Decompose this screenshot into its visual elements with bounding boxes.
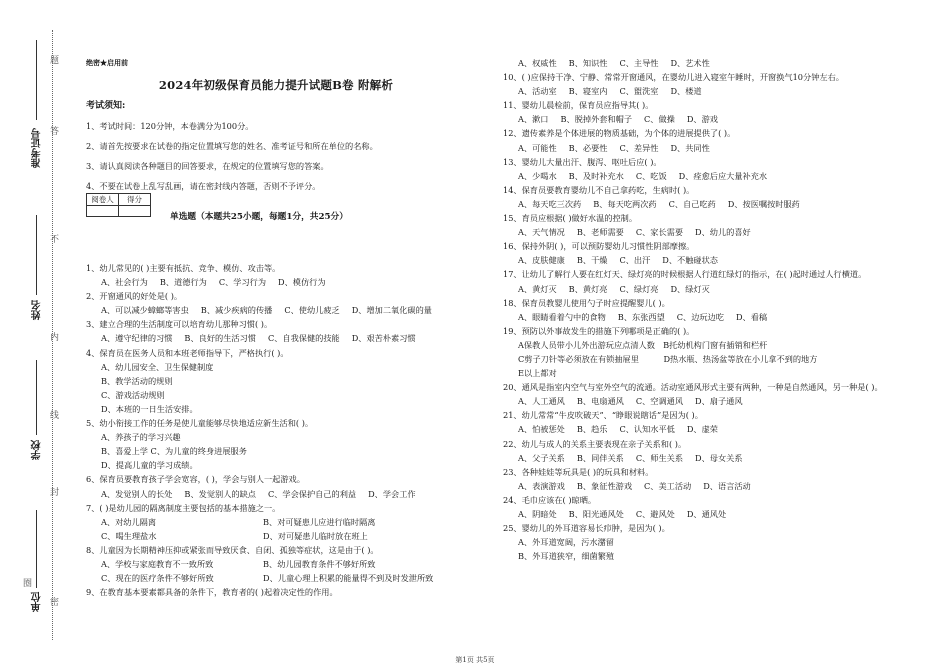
answer-option[interactable]: A、人工通风 (518, 396, 565, 407)
answer-option[interactable]: B、必要性 (568, 142, 608, 153)
left-question-list (86, 261, 468, 599)
answer-option[interactable]: D、儿童心理上积累的能量得不到及时发泄所致 (263, 573, 434, 584)
option-row (86, 529, 468, 543)
answer-option[interactable]: B、对可疑患儿应进行临时隔离 (263, 516, 376, 527)
fill-line (36, 360, 37, 435)
notice-item: 2、请首先按要求在试卷的指定位置填写您的姓名、准考证号和所在单位的名称。 (86, 140, 378, 151)
secret-mark: 绝密★启用前 (86, 58, 128, 67)
answer-option[interactable]: C、吃饭 (635, 170, 667, 181)
option-row (503, 394, 933, 408)
question-text: 10、( )应保持干净、宁静、常常开窗通风，在婴幼儿进入寝室午睡时，开窗换气10分钟左右。 (503, 72, 844, 83)
answer-option[interactable]: C、自我保健的技能 (267, 333, 340, 344)
answer-option[interactable]: B、道德行为 (159, 277, 207, 288)
answer-option[interactable]: A、眼睛看着勺中的食物 (518, 311, 606, 322)
answer-option[interactable]: A、皮肤健康 (518, 255, 565, 266)
question-text: 16、保持外阴( )，可以预防婴幼儿习惯性阴部摩擦。 (503, 241, 695, 252)
answer-option[interactable]: A、父子关系 (518, 452, 565, 463)
answer-option[interactable]: A、阴暗处 (518, 509, 557, 519)
option-row (503, 310, 933, 324)
answer-option[interactable]: B、同伴关系 (576, 452, 624, 463)
binding-strip (0, 0, 75, 671)
answer-option[interactable]: D、不触碰状态 (662, 255, 718, 266)
question-text: 9、在教育基本要素都具备的条件下，教育者的( )起着决定性的作用。 (86, 587, 338, 598)
answer-option[interactable]: B、教学活动的规则 (101, 375, 173, 386)
answer-option[interactable]: C、做操 (644, 114, 675, 125)
label-name: 姓名 (32, 300, 43, 320)
strip-word: 内 (48, 332, 58, 341)
fill-line (36, 510, 37, 588)
label-unit: 单位 (32, 592, 43, 612)
right-question-list (503, 56, 933, 563)
answer-option[interactable]: D、模仿行为 (278, 277, 326, 288)
option-row (503, 197, 933, 211)
question-text: 8、儿童因为长期精神压抑或紧张而导致厌食、自闭、孤独等症状，这是由于( )。 (86, 544, 379, 555)
option-row (86, 557, 468, 571)
answer-option[interactable]: C、出汗 (619, 255, 651, 266)
answer-option[interactable]: E以上都对 (518, 368, 557, 379)
question-text: 7、( )是幼儿园的隔离制度主要包括的基本措施之一。 (86, 502, 281, 513)
answer-option[interactable]: B、及时补充水 (568, 170, 624, 181)
answer-option[interactable]: D、游戏 (686, 114, 718, 125)
answer-option[interactable]: B、外耳道狭窄，细菌繁殖 (518, 551, 615, 562)
score-label: 得分 (119, 194, 151, 206)
answer-option[interactable]: D、按医嘱按时服药 (727, 198, 800, 209)
option-row (503, 56, 933, 70)
left-column-header (86, 56, 466, 199)
answer-option[interactable]: B、喜爱上学 C、为儿童的终身进展服务 (101, 446, 247, 457)
option-row (86, 571, 468, 585)
answer-option[interactable]: D、扇子通风 (695, 396, 743, 407)
option-row (503, 451, 933, 465)
answer-option[interactable]: A、黄灯灭 (518, 283, 557, 294)
answer-option[interactable]: B、脱掉外套和帽子 (560, 114, 633, 125)
question-text: 14、保育员要教育婴幼儿不自己拿药吃，生病时( )。 (503, 184, 695, 195)
question-text: 21、幼儿常常“牛皮吹破天”、“睁眼说瞎话”是因为( )。 (503, 410, 703, 421)
answer-option[interactable]: C、主导性 (619, 58, 659, 68)
answer-option[interactable]: B、趋乐 (576, 424, 608, 435)
answer-option[interactable]: A、少喝水 (518, 170, 557, 181)
answer-option[interactable]: B、发觉别人的缺点 (184, 488, 256, 499)
strip-word: 题 (48, 55, 58, 64)
question-text: 13、婴幼儿大量出汗、腹泻、呕吐后应( )。 (503, 156, 662, 167)
answer-option[interactable]: D、艺术性 (670, 58, 710, 68)
answer-option[interactable]: D、提高儿童的学习成绩。 (101, 460, 198, 471)
page-footer: 第1页 共5页 (455, 656, 495, 664)
answer-option[interactable]: A、可能性 (518, 142, 557, 153)
answer-option[interactable]: A、遵守纪律的习惯 (101, 333, 173, 344)
label-school: 学校 (32, 440, 43, 460)
question-text: 3、建立合理的生活制度可以培育幼儿那种习惯( )。 (86, 319, 273, 330)
question-text: 17、让幼儿了解行人要在红灯天、绿灯亮的时候根据人行道红绿灯的指示，在( )起时通过人行横道。 (503, 269, 867, 280)
option-row (503, 84, 933, 98)
answer-option[interactable]: A、养孩子的学习兴趣 (101, 432, 181, 443)
answer-option[interactable]: C、认知水平低 (619, 424, 675, 435)
answer-option[interactable]: B、减少疾病的传播 (200, 305, 273, 316)
answer-option[interactable]: C剪子刀针等必须放在有锁抽屉里 D热水瓶、热汤盆等放在小儿拿不到的地方 (518, 353, 818, 364)
option-row (503, 112, 933, 126)
answer-option[interactable]: A、表演游戏 (518, 480, 565, 491)
question-text: 2、开窗通风的好处是( )。 (86, 291, 183, 302)
option-row (503, 422, 933, 436)
answer-option[interactable]: C、游戏活动规则 (101, 389, 165, 400)
option-row (86, 275, 468, 289)
answer-option[interactable]: C、学会保护自己的利益 (267, 488, 357, 499)
reviewer-label: 阅卷人 (87, 194, 119, 206)
answer-option[interactable]: B、幼儿园教育条件不够好所致 (263, 558, 376, 569)
answer-option[interactable]: C、师生关系 (635, 452, 684, 463)
answer-option[interactable]: B、良好的生活习惯 (184, 333, 256, 344)
answer-option[interactable]: A、发觉别人的长处 (101, 488, 173, 499)
option-row (503, 169, 933, 183)
answer-option[interactable]: A、外耳道宽阔，污水潴留 (518, 537, 614, 548)
answer-option[interactable]: B、知识性 (568, 58, 608, 68)
strip-word: 线 (48, 410, 58, 419)
answer-option[interactable]: B、每天吃两次药 (593, 198, 657, 209)
answer-option[interactable]: B、老师需要 (576, 227, 624, 238)
answer-option[interactable]: C、自己吃药 (668, 198, 716, 209)
answer-option[interactable]: C、使幼儿疲乏 (284, 305, 340, 316)
question-text: 19、预防以外事故发生的措施下列哪项是正确的( )。 (503, 325, 695, 336)
answer-option[interactable]: D、通风处 (686, 509, 727, 519)
answer-option[interactable]: B、电扇通风 (576, 396, 624, 407)
answer-option[interactable]: C、盥洗室 (619, 86, 659, 97)
strip-word: 封 (48, 487, 58, 496)
answer-option[interactable]: A、社会行为 (101, 277, 148, 288)
answer-option[interactable]: A、幼儿园安全、卫生保健制度 (101, 361, 214, 372)
notice-item: 1、考试时间：120分钟，本卷满分为100分。 (86, 120, 254, 131)
strip-tick: 圈 (21, 578, 31, 587)
section-heading: 单选题（本题共25小题，每题1分，共25分） (170, 212, 348, 222)
answer-option[interactable]: A、对幼儿隔离 (101, 516, 157, 527)
answer-option[interactable]: A、每天吃三次药 (518, 198, 582, 209)
notice-list (86, 119, 466, 193)
option-row (86, 515, 468, 529)
option-row (86, 331, 468, 345)
answer-option[interactable]: A、天气情况 (518, 227, 565, 238)
question-text: 15、育员应根据( )做好水温的控制。 (503, 213, 638, 224)
answer-option[interactable]: D、语言活动 (703, 480, 751, 491)
question-text: 24、毛巾应该在( )晾晒。 (503, 494, 597, 505)
fill-line (36, 215, 37, 295)
score-field[interactable] (119, 206, 151, 217)
answer-option[interactable]: D、对可疑患儿临时放在班上 (263, 530, 368, 541)
label-exam-id: 准考证号 (32, 128, 43, 168)
answer-option[interactable]: C、家长需要 (635, 227, 684, 238)
answer-option[interactable]: C、避风处 (635, 509, 675, 519)
question-text: 4、保育员在医务人员和本班老师指导下，严格执行( )。 (86, 347, 289, 358)
question-text: 22、幼儿与成人的关系主要表现在亲子关系和( )。 (503, 438, 687, 449)
answer-option[interactable]: D、楼道 (670, 86, 702, 97)
answer-option[interactable]: D、本班的一日生活安排。 (101, 403, 198, 414)
answer-option[interactable]: C、边玩边吃 (676, 311, 724, 322)
answer-option[interactable]: D、幼儿的喜好 (695, 227, 751, 238)
answer-option[interactable]: D、痊愈后应大量补充水 (678, 170, 768, 181)
answer-option[interactable]: C、空调通风 (635, 396, 684, 407)
question-text: 25、婴幼儿的外耳道容易长疖肿，是因为( )。 (503, 523, 670, 534)
fill-line (36, 40, 37, 120)
answer-option[interactable]: C、喝生理盐水 (101, 530, 157, 541)
option-row (503, 225, 933, 239)
answer-option[interactable]: A、怕被惩处 (518, 424, 565, 435)
answer-option[interactable]: C、差异性 (619, 142, 659, 153)
question-text: 18、保育员教婴儿使用勺子时应提醒婴儿( )。 (503, 297, 670, 308)
answer-option[interactable]: B、阳光通风处 (568, 509, 624, 519)
option-row (503, 507, 933, 521)
answer-option[interactable]: A、学校与家庭教育不一致所致 (101, 558, 214, 569)
question-text: 1、幼儿常见的( )主要有抵抗、竞争、模仿、攻击等。 (86, 263, 281, 273)
answer-option[interactable]: B、东张西望 (617, 311, 665, 322)
answer-option[interactable]: C、美工活动 (644, 480, 692, 491)
option-row (503, 253, 933, 267)
answer-option[interactable]: D、虚荣 (686, 424, 718, 435)
answer-option[interactable]: D、母女关系 (695, 452, 743, 463)
answer-option[interactable]: C、学习行为 (218, 277, 267, 288)
answer-option[interactable]: D、看稿 (735, 311, 768, 322)
question-text: 12、遗传素养是个体进展的物质基础，为个体的进展提供了( )。 (503, 128, 736, 139)
notice-item: 3、请认真阅读各种题目的回答要求，在规定的位置填写您的答案。 (86, 160, 329, 171)
answer-option[interactable]: B、象征性游戏 (576, 480, 633, 491)
notice-item: 4、不要在试卷上乱写乱画，请在密封线内答题，否则不予评分。 (86, 180, 321, 191)
answer-option[interactable]: C、现在的医疗条件不够好所致 (101, 573, 214, 584)
answer-option[interactable]: A、权威性 (518, 58, 557, 68)
page-title: 2024年初级保育员能力提升试题B卷 附解析 (158, 78, 394, 93)
score-box (86, 193, 151, 217)
option-row (503, 141, 933, 155)
answer-option[interactable]: D、共同性 (670, 142, 710, 153)
question-text: 5、幼小衔接工作的任务是使儿童能够尽快地适应新生活和( )。 (86, 418, 314, 429)
option-row (503, 282, 933, 296)
answer-option[interactable]: B、黄灯亮 (568, 283, 608, 294)
answer-option[interactable]: D、绿灯灭 (670, 283, 710, 294)
reviewer-field[interactable] (87, 206, 119, 217)
question-text: 23、各种娃娃等玩具是( )的玩具和材料。 (503, 466, 654, 477)
answer-option[interactable]: A保教人员带小儿外出游玩应点清人数 B托幼机构门窗有插销和栏杆 (518, 339, 768, 350)
strip-word: 答 (48, 126, 58, 135)
answer-option[interactable]: D、增加二氧化碳的量 (351, 305, 432, 316)
answer-option[interactable]: A、漱口 (518, 114, 549, 125)
strip-word: 不 (48, 234, 58, 243)
answer-option[interactable]: D、艰苦朴素习惯 (351, 333, 416, 344)
answer-option[interactable]: D、学会工作 (368, 488, 416, 499)
answer-option[interactable]: A、活动室 (518, 86, 557, 97)
answer-option[interactable]: B、干燥 (576, 255, 608, 266)
answer-option[interactable]: C、绿灯亮 (619, 283, 659, 294)
option-row (86, 487, 468, 501)
notice-heading: 考试须知: (86, 101, 126, 112)
strip-word: 密 (48, 597, 58, 606)
question-text: 11、婴幼儿晨检前，保育员应指导其( )。 (503, 100, 654, 111)
answer-option[interactable]: A、可以减少蟑螂等害虫 (101, 305, 189, 316)
answer-option[interactable]: B、寝室内 (568, 86, 608, 97)
question-text: 20、通风是指室内空气与室外空气的流通。活动室通风形式主要有两种，一种是自然通风，另一种是( )。 (503, 382, 883, 393)
question-text: 6、保育员要教育孩子学会宽容，( )，学会与别人一起游戏。 (86, 474, 305, 485)
option-row (86, 303, 468, 317)
option-row (503, 479, 933, 493)
